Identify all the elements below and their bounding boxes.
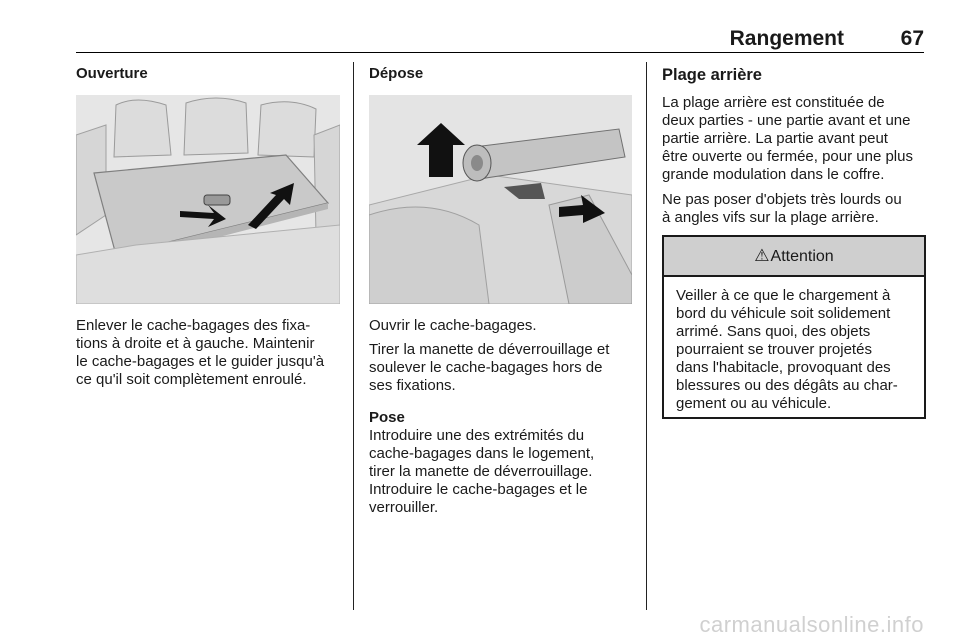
section-title: Rangement (729, 27, 844, 50)
text-line: Veiller à ce que le chargement à (676, 287, 891, 304)
text-line: à angles vifs sur la plage arrière. (662, 209, 879, 226)
heading-plage-arriere: Plage arrière (662, 66, 762, 84)
text-line: être ouverte ou fermée, pour une plus (662, 148, 913, 165)
text-line: Tirer la manette de déverrouillage et (369, 341, 610, 358)
column-depose (369, 64, 633, 84)
warning-header (664, 237, 924, 277)
page-header (76, 26, 924, 53)
text-line: deux parties - une partie avant et une (662, 112, 911, 129)
text-line: tions à droite et à gauche. Maintenir (76, 335, 315, 352)
text-line: verrouiller. (369, 499, 439, 516)
page-number: 67 (900, 27, 924, 50)
text-line: grande modulation dans le coffre. (662, 166, 885, 183)
text-line: Enlever le cache-bagages des fixa- (76, 317, 311, 334)
warning-body (664, 277, 924, 423)
column-ouverture (76, 64, 340, 84)
warning-triangle-icon: ⚠ (754, 246, 770, 265)
text-line: Introduire une des extrémités du (369, 427, 585, 444)
subhead-pose: Pose (369, 409, 405, 426)
text-line: ce qu'il soit complètement enroulé. (76, 371, 307, 388)
text-line: partie arrière. La partie avant peut (662, 130, 888, 147)
text-line: Ne pas poser d'objets très lourds ou (662, 191, 902, 208)
text-line: pourraient se trouver projetés (676, 341, 872, 358)
warning-title: Attention (770, 248, 834, 265)
text-line: cache-bagages dans le logement, (369, 445, 595, 462)
subhead-depose: Dépose (369, 65, 424, 82)
text-line: bord du véhicule soit solidement (676, 305, 891, 322)
watermark: carmanualsonline.info (699, 612, 924, 637)
text-line: dans l'habitacle, provoquant des (676, 359, 891, 376)
text-line: La plage arrière est constituée de (662, 94, 885, 111)
subhead-ouverture: Ouverture (76, 65, 148, 82)
text-line: gement ou au véhicule. (676, 395, 832, 412)
text-line: Ouvrir le cache-bagages. (369, 317, 537, 334)
column-divider (353, 62, 354, 610)
text-line: soulever le cache-bagages hors de (369, 359, 603, 376)
column-divider (646, 62, 647, 610)
text-line: blessures ou des dégâts au char- (676, 377, 898, 394)
illustration-cargo-cover-removal (369, 95, 632, 304)
text-line: tirer la manette de déverrouillage. (369, 463, 593, 480)
column-plage-arriere (662, 64, 924, 227)
text-line: Introduire le cache-bagages et le (369, 481, 588, 498)
illustration-cargo-cover-opening (76, 95, 340, 304)
text-line: ses fixations. (369, 377, 456, 394)
ouverture-text (76, 317, 346, 389)
text-line: arrimé. Sans quoi, des objets (676, 323, 871, 340)
warning-box (662, 235, 926, 419)
depose-text (369, 317, 639, 517)
text-line: le cache-bagages et le guider jusqu'à (76, 353, 325, 370)
